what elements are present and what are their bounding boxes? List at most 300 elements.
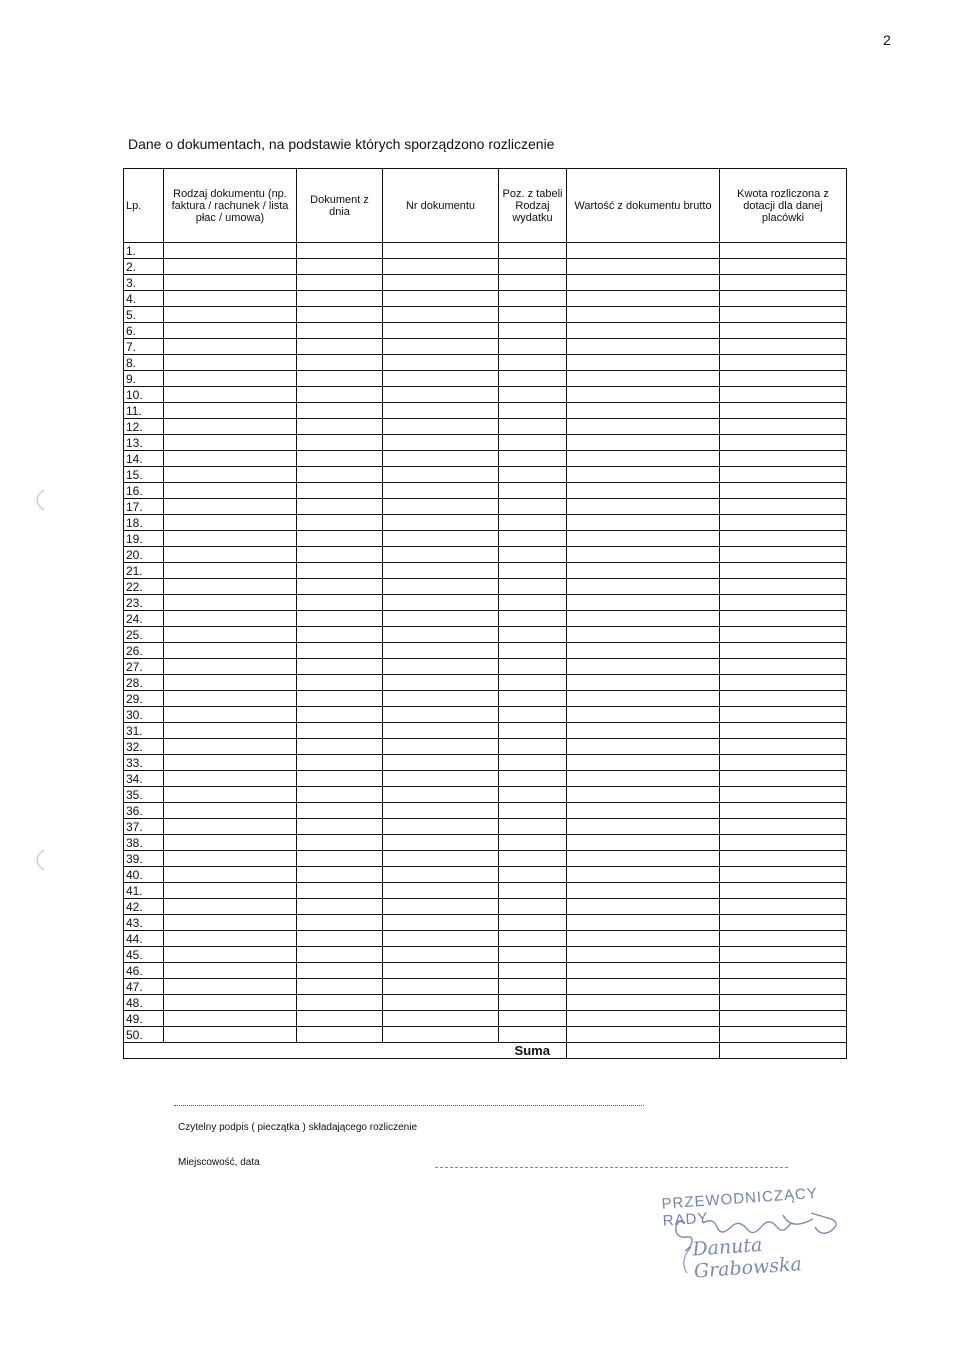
table-cell [164,515,297,531]
table-cell [164,835,297,851]
table-cell [164,323,297,339]
table-cell [720,499,847,515]
table-row [124,787,847,803]
table-cell [720,867,847,883]
table-row [124,691,847,707]
table-cell [164,675,297,691]
table-cell [164,803,297,819]
table-cell [297,467,383,483]
row-number: 17. [124,499,164,515]
table-cell [383,595,499,611]
table-cell [499,739,567,755]
table-row [124,675,847,691]
table-cell [567,259,720,275]
table-cell [499,963,567,979]
table-row [124,755,847,771]
page-heading: Dane o dokumentach, na podstawie których sporządzono rozliczenie [128,136,555,152]
table-cell [720,275,847,291]
table-cell [499,339,567,355]
table-cell [567,723,720,739]
table-row [124,419,847,435]
table-cell [720,963,847,979]
table-cell [164,595,297,611]
table-row [124,803,847,819]
table-cell [499,435,567,451]
table-cell [383,659,499,675]
table-cell [383,691,499,707]
sum-label: Suma [499,1043,567,1059]
table-cell [297,307,383,323]
table-cell [164,979,297,995]
table-cell [164,931,297,947]
table-cell [499,371,567,387]
row-number: 28. [124,675,164,691]
table-cell [297,243,383,259]
row-number: 6. [124,323,164,339]
table-cell [383,803,499,819]
table-cell [164,691,297,707]
row-number: 30. [124,707,164,723]
table-cell [720,291,847,307]
table-cell [297,867,383,883]
table-cell [297,659,383,675]
table-cell [720,627,847,643]
table-cell [499,835,567,851]
table-cell [567,243,720,259]
row-number: 46. [124,963,164,979]
table-cell [383,707,499,723]
table-row [124,723,847,739]
table-cell [297,595,383,611]
table-cell [499,387,567,403]
table-cell [567,819,720,835]
table-cell [567,307,720,323]
table-cell [164,995,297,1011]
row-number: 33. [124,755,164,771]
table-cell [567,499,720,515]
sum-gross-cell [567,1043,720,1059]
place-date-label: Miejscowość, data [178,1157,260,1168]
table-cell [297,947,383,963]
table-cell [164,915,297,931]
table-cell [383,259,499,275]
table-cell [297,627,383,643]
table-cell [567,387,720,403]
place-date-line [435,1167,788,1168]
table-cell [567,403,720,419]
table-cell [297,915,383,931]
table-cell [499,1011,567,1027]
table-cell [499,259,567,275]
table-cell [567,915,720,931]
row-number: 19. [124,531,164,547]
table-cell [297,835,383,851]
table-cell [383,995,499,1011]
row-number: 12. [124,419,164,435]
row-number: 16. [124,483,164,499]
table-cell [164,259,297,275]
table-cell [720,995,847,1011]
table-cell [297,291,383,307]
table-cell [383,915,499,931]
table-cell [567,579,720,595]
table-row [124,515,847,531]
table-cell [297,819,383,835]
row-number: 26. [124,643,164,659]
table-cell [567,899,720,915]
table-cell [164,499,297,515]
table-cell [297,515,383,531]
table-cell [567,995,720,1011]
table-cell [297,611,383,627]
table-cell [297,899,383,915]
table-cell [720,403,847,419]
table-row [124,531,847,547]
table-cell [499,547,567,563]
row-number: 4. [124,291,164,307]
table-row [124,867,847,883]
table-cell [567,483,720,499]
table-cell [297,547,383,563]
table-cell [297,563,383,579]
table-row [124,323,847,339]
table-row [124,611,847,627]
table-cell [383,467,499,483]
header-gross-value: Wartość z dokumentu brutto [567,169,720,243]
row-number: 45. [124,947,164,963]
row-number: 23. [124,595,164,611]
table-cell [164,483,297,499]
table-cell [297,371,383,387]
table-cell [297,531,383,547]
row-number: 13. [124,435,164,451]
table-cell [567,547,720,563]
table-cell [383,979,499,995]
row-number: 18. [124,515,164,531]
table-cell [567,323,720,339]
table-row [124,307,847,323]
table-cell [720,851,847,867]
table-cell [297,435,383,451]
table-cell [720,803,847,819]
table-cell [720,739,847,755]
table-cell [720,483,847,499]
table-cell [499,1027,567,1043]
table-cell [567,787,720,803]
table-row [124,467,847,483]
table-row [124,771,847,787]
table-cell [499,451,567,467]
table-cell [720,515,847,531]
table-cell [499,643,567,659]
table-cell [383,675,499,691]
table-cell [499,403,567,419]
table-cell [297,771,383,787]
table-row [124,963,847,979]
table-cell [297,931,383,947]
table-cell [499,819,567,835]
table-cell [720,1011,847,1027]
table-cell [383,339,499,355]
table-cell [567,371,720,387]
table-cell [164,739,297,755]
table-row [124,883,847,899]
table-cell [720,723,847,739]
table-cell [383,419,499,435]
table-row [124,387,847,403]
table-cell [720,883,847,899]
table-cell [720,899,847,915]
table-row [124,339,847,355]
table-cell [383,835,499,851]
table-cell [164,659,297,675]
table-cell [720,707,847,723]
table-cell [383,563,499,579]
row-number: 7. [124,339,164,355]
table-cell [164,819,297,835]
table-row [124,371,847,387]
table-row [124,851,847,867]
table-cell [499,979,567,995]
table-cell [567,355,720,371]
table-cell [164,627,297,643]
table-cell [164,723,297,739]
table-row [124,275,847,291]
table-cell [297,643,383,659]
table-cell [720,467,847,483]
table-cell [297,995,383,1011]
table-row [124,355,847,371]
table-cell [164,963,297,979]
table-cell [297,675,383,691]
row-number: 43. [124,915,164,931]
row-number: 2. [124,259,164,275]
table-cell [297,883,383,899]
table-cell [720,771,847,787]
row-number: 10. [124,387,164,403]
row-number: 1. [124,243,164,259]
table-cell [499,499,567,515]
signature-line [174,1105,644,1106]
table-cell [297,963,383,979]
table-cell [567,531,720,547]
table-cell [164,243,297,259]
row-number: 5. [124,307,164,323]
table-cell [499,867,567,883]
row-number: 49. [124,1011,164,1027]
table-cell [383,483,499,499]
table-cell [720,611,847,627]
sum-row [124,1043,847,1059]
table-cell [567,739,720,755]
row-number: 11. [124,403,164,419]
page-number: 2 [883,32,891,48]
row-number: 32. [124,739,164,755]
table-cell [297,259,383,275]
row-number: 50. [124,1027,164,1043]
table-cell [297,275,383,291]
table-cell [383,243,499,259]
table-cell [164,947,297,963]
table-row [124,547,847,563]
table-cell [567,275,720,291]
table-cell [499,723,567,739]
row-number: 9. [124,371,164,387]
table-cell [499,515,567,531]
table-row [124,819,847,835]
table-cell [567,611,720,627]
table-cell [499,307,567,323]
table-cell [383,291,499,307]
table-cell [499,755,567,771]
table-row [124,643,847,659]
row-number: 48. [124,995,164,1011]
table-cell [720,931,847,947]
row-number: 22. [124,579,164,595]
table-cell [164,531,297,547]
row-number: 37. [124,819,164,835]
table-cell [164,467,297,483]
table-cell [383,723,499,739]
table-row [124,499,847,515]
table-cell [720,579,847,595]
table-cell [383,579,499,595]
table-row [124,579,847,595]
row-number: 47. [124,979,164,995]
table-cell [499,787,567,803]
table-cell [297,419,383,435]
table-cell [164,787,297,803]
row-number: 31. [124,723,164,739]
table-cell [720,691,847,707]
table-row [124,899,847,915]
table-cell [720,355,847,371]
table-cell [164,339,297,355]
table-cell [499,947,567,963]
table-cell [383,771,499,787]
table-cell [567,755,720,771]
table-cell [297,451,383,467]
table-cell [383,755,499,771]
table-row [124,1027,847,1043]
table-cell [499,563,567,579]
table-cell [567,627,720,643]
punch-hole-icon [26,488,46,512]
row-number: 42. [124,899,164,915]
table-cell [164,883,297,899]
table-cell [383,451,499,467]
table-cell [297,787,383,803]
header-document-date: Dokument z dnia [297,169,383,243]
table-cell [164,755,297,771]
table-cell [164,419,297,435]
table-row [124,1011,847,1027]
table-cell [567,1027,720,1043]
table-cell [164,371,297,387]
table-cell [297,739,383,755]
signature-label: Czytelny podpis ( pieczątka ) składającego rozliczenie [178,1122,418,1133]
table-cell [567,451,720,467]
table-cell [720,451,847,467]
documents-table [123,168,847,1059]
table-cell [567,771,720,787]
table-cell [499,851,567,867]
table-cell [164,643,297,659]
table-cell [499,531,567,547]
table-cell [567,883,720,899]
table-row [124,291,847,307]
table-cell [499,275,567,291]
table-cell [297,403,383,419]
table-cell [297,803,383,819]
table-cell [720,531,847,547]
table-cell [499,419,567,435]
table-cell [567,659,720,675]
row-number: 14. [124,451,164,467]
table-row [124,659,847,675]
table-cell [383,819,499,835]
table-cell [383,643,499,659]
header-settled-amount: Kwota rozliczona z dotacji dla danej placówki [720,169,847,243]
row-number: 3. [124,275,164,291]
row-number: 44. [124,931,164,947]
table-cell [297,851,383,867]
table-cell [720,307,847,323]
header-document-type: Rodzaj dokumentu (np. faktura / rachunek / lista płac / umowa) [164,169,297,243]
table-cell [164,707,297,723]
table-cell [297,691,383,707]
table-cell [164,867,297,883]
table-cell [297,483,383,499]
row-number: 29. [124,691,164,707]
table-cell [567,643,720,659]
table-cell [720,1027,847,1043]
table-cell [499,291,567,307]
table-cell [297,579,383,595]
table-cell [383,627,499,643]
table-cell [297,355,383,371]
table-cell [164,355,297,371]
table-cell [383,787,499,803]
table-cell [383,867,499,883]
table-cell [567,467,720,483]
table-cell [297,723,383,739]
table-cell [567,835,720,851]
table-cell [383,307,499,323]
table-cell [383,323,499,339]
table-cell [383,1011,499,1027]
table-cell [499,483,567,499]
table-cell [297,499,383,515]
row-number: 40. [124,867,164,883]
table-cell [164,403,297,419]
table-cell [499,243,567,259]
table-cell [567,707,720,723]
table-cell [720,947,847,963]
table-cell [499,611,567,627]
table-cell [720,547,847,563]
table-cell [383,515,499,531]
table-cell [383,963,499,979]
table-cell [383,851,499,867]
table-row [124,451,847,467]
table-cell [720,243,847,259]
table-cell [297,755,383,771]
table-row [124,483,847,499]
table-cell [383,931,499,947]
table-cell [383,531,499,547]
row-number: 35. [124,787,164,803]
